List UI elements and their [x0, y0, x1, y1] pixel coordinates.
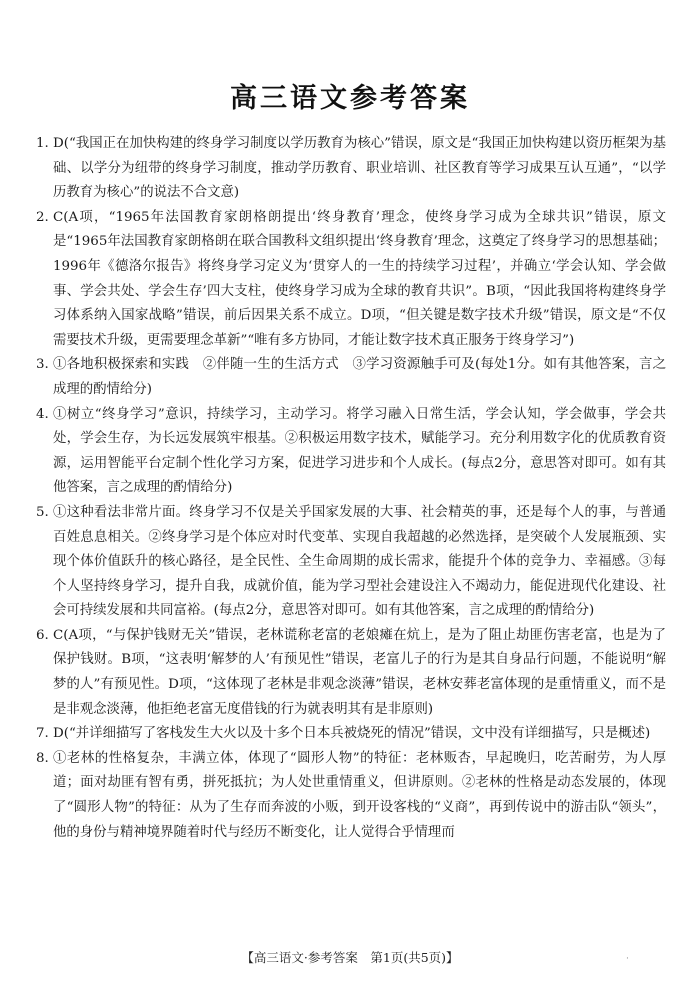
answer-number: 1. — [36, 136, 49, 151]
answer-text: ①老林的性格复杂，丰满立体，体现了“圆形人物”的特征：老林贩杏，早起晚归，吃苦耐劳，为人厚道；面对劫匪有智有勇，拼死抵抗；为人处世重情重义，但讲原则。②老林的性格是动态发展的，体现了“圆形人物”的特征：从为了生存而奔波的小贩，到开设客栈的“义商”，再到传说中的游击队“领头”，他的身份与精神境界随着时代与经历不断变化，让人觉得合乎情理而 — [53, 750, 666, 840]
answer-text: C(A项，“与保护钱财无关”错误，老林谎称老富的老娘瘫在炕上，是为了阻止劫匪伤害老富，也是为了保护钱财。B项，“这表明‘解梦的人’有预见性”错误，老富儿子的行为是其自身品行问题，不能说明“解梦的人”有预见性。D项，“这体现了老林是非观念淡薄”错误，老林安葬老富体现的是重情重义，而不是是非观念淡薄，他拒绝老富无度借钱的行为就表明其有是非原则) — [53, 627, 666, 717]
answer-number: 8. — [36, 750, 49, 766]
answer-text: ①这种看法非常片面。终身学习不仅是关乎国家发展的大事、社会精英的事，还是每个人的事，与普通百姓息息相关。②终身学习是个体应对时代变革、实现自我超越的必然选择，是突破个人发展瓶颈、实现个体价值跃升的核心路径，是全民性、全生命周期的成长需求，能提升个体的竞争力、幸福感。③每个人坚持终身学习，提升自我，成就价值，能为学习型社会建设注入不竭动力，能促进现代化建设、社会可持续发展和共同富裕。(每点2分，意思答对即可。如有其他答案，言之成理的酌情给分) — [53, 504, 666, 619]
page-title: 高三语文参考答案 — [230, 83, 470, 114]
answer-number: 2. — [36, 209, 49, 225]
answer-text: D(“并详细描写了客栈发生大火以及十多个日本兵被烧死的情况”错误，文中没有详细描写，只是概述) — [53, 726, 651, 742]
answer-item — [36, 747, 666, 845]
answer-number: 5. — [36, 504, 49, 520]
answer-text: ①树立“终身学习”意识，持续学习，主动学习。将学习融入日常生活，学会认知，学会做事，学会共处，学会生存，为长远发展筑牢根基。②积极运用数字技术，赋能学习。充分利用数字化的优质教育资源，运用智能平台定制个性化学习方案，促进学习进步和个人成长。(每点2分，意思答对即可。如有其他答案，言之成理的酌情给分) — [53, 406, 666, 496]
answer-text: C(A项，“1965年法国教育家朗格朗提出‘终身教育’理念，使终身学习成为全球共识”错误，原文是“1965年法国教育家朗格朗在联合国教科文组织提出‘终身教育’理念，这奠定了终身学习的思想基础；1996年《德洛尔报告》将终身学习定义为‘贯穿人的一生的持续学习过程’，并确立‘学会认知、学会做事、学会共处、学会生存’四大支柱，使终身学习成为全球的教育共识”。B项，“因此我国将构建终身学习体系纳入国家战略”错误，前后因果关系不成立。D项，“但关键是数字技术升级”错误，原文是“不仅需要技术升级，更需要理念革新”“唯有多方协同，才能让数字技术真正服务于终身学习”) — [53, 209, 666, 348]
answer-item — [36, 722, 666, 747]
answer-item — [36, 501, 666, 624]
answer-number: 3. — [36, 357, 49, 373]
answer-item — [36, 206, 666, 354]
corner-mark: · — [626, 954, 629, 964]
answer-item — [36, 132, 666, 206]
answer-item — [36, 403, 666, 501]
page-footer: 【高三语文·参考答案 第1页(共5页)】 — [241, 950, 459, 965]
answer-number: 7. — [36, 726, 49, 742]
answer-number: 4. — [36, 406, 49, 422]
answer-list — [36, 132, 666, 845]
answer-text: ①各地积极探索和实践 ②伴随一生的生活方式 ③学习资源触手可及(每处1分。如有其他答案，言之成理的酌情给分) — [53, 357, 666, 397]
answer-item — [36, 353, 666, 402]
answer-text: D(“我国正在加快构建的终身学习制度以学历教育为核心”错误，原文是“我国正加快构建以资历框架为基础、以学分为纽带的终身学习制度，推动学历教育、职业培训、社区教育等学习成果互认互通”，“以学历教育为核心”的说法不合文意) — [53, 136, 666, 201]
answer-item — [36, 624, 666, 722]
answer-number: 6. — [36, 627, 49, 643]
